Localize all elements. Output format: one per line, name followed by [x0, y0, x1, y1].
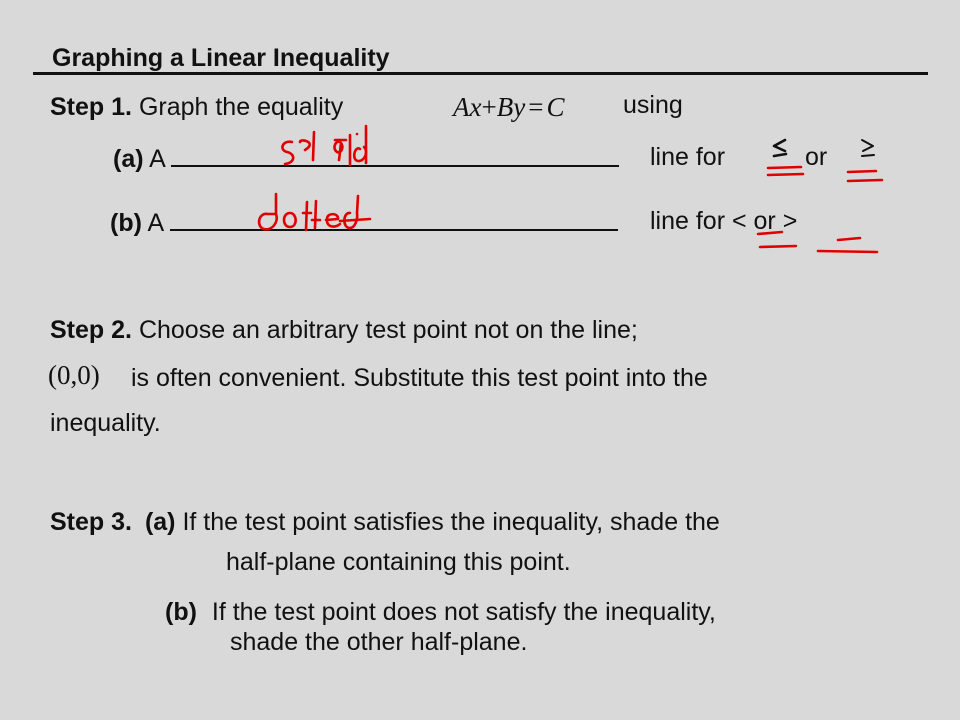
step1a-line-for: line for: [650, 143, 726, 171]
step3b-text: If the test point does not satisfy the inequality,: [211, 598, 716, 626]
ink-underline-le-1: [768, 167, 801, 168]
equation-by: By: [496, 92, 526, 122]
step2-line2: is often convenient. Substitute this test point into the: [131, 364, 708, 392]
step1-using: using: [623, 91, 683, 119]
step3b-label: (b): [165, 598, 197, 626]
step1b-blank: [170, 207, 618, 231]
step1b-text: A: [147, 209, 163, 237]
test-point: (0,0): [48, 360, 100, 390]
step3b-line2: shade the other half-plane.: [230, 628, 528, 656]
equation: [453, 92, 564, 123]
handwritten-le-symbol: [774, 140, 786, 156]
step1a-label: (a): [113, 145, 144, 173]
ink-underline-lt-2: [760, 246, 796, 247]
step1a-line: [113, 143, 619, 174]
step3a-line2: half-plane containing this point.: [226, 548, 571, 576]
handwritten-ge-symbol: [862, 140, 874, 156]
step2-label: Step 2.: [50, 316, 132, 344]
step1-line: [50, 93, 343, 122]
equation-equals: =: [528, 92, 544, 122]
ink-underline-ge-1: [848, 171, 876, 172]
step3a-label: (a): [144, 508, 176, 536]
step3-line1: [50, 508, 720, 537]
page-title: Graphing a Linear Inequality: [52, 44, 390, 72]
equation-c: C: [546, 92, 565, 122]
title-underline: [33, 72, 928, 75]
step3b-line1: [165, 598, 716, 627]
step1a-text: A: [149, 145, 165, 173]
equation-plus: +: [481, 92, 497, 122]
step3-label: Step 3.: [50, 508, 132, 536]
step1b-line: [110, 207, 618, 238]
step1-text: Graph the equality: [138, 93, 344, 121]
step1a-blank: [171, 143, 619, 167]
ink-underline-gt-2: [818, 251, 877, 252]
ink-underline-le-2: [768, 174, 803, 175]
ink-underline-gt-1: [838, 238, 860, 240]
ink-underline-ge-2: [848, 180, 882, 181]
step2-text: Choose an arbitrary test point not on the line;: [138, 316, 638, 344]
step1-label: Step 1.: [50, 93, 132, 121]
step1b-line-for: line for < or >: [650, 207, 798, 235]
step2-line3: inequality.: [50, 409, 161, 437]
equation-ax: Ax: [453, 92, 482, 122]
step2-line1: [50, 316, 638, 345]
step1b-label: (b): [110, 209, 142, 237]
step3a-line1: If the test point satisfies the inequality, shade the: [182, 508, 720, 536]
step1a-or: or: [805, 143, 828, 171]
